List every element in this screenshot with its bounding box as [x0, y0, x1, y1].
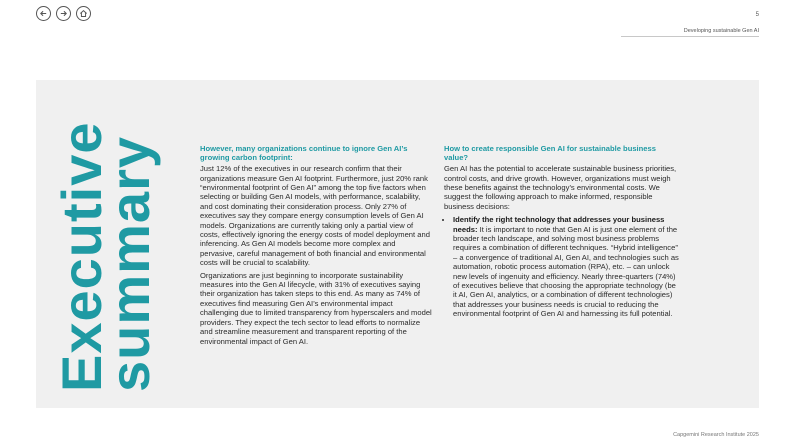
back-icon: [39, 9, 48, 18]
bullet-text: It is important to note that Gen AI is just one element of the broader tech landscape, and solving most business problems requires a combination of different techniques. “Hybrid intelligence” – a convergence of traditional AI, Gen AI, and technologies such as automation, robotic process automation (RPA), etc. – can unlock new levels of ingenuity and efficiency. Nearly three-quarters (74%) of executives believe that choosing the appropriate technology (be it AI, Gen AI, analytics, or a combination of different technologies) that addresses your business needs is crucial to reducing the environmental footprint of Gen AI and harnessing its full potential.: [453, 224, 679, 319]
left-paragraph-1: Just 12% of the executives in our research confirm that their organizations measure Gen AI footprint. Furthermore, just 20% rank “environmental footprint of Gen AI” among the top five factors when selecting or building Gen AI models, with performance, scalability, and cost dominating their consideration process. Only 27% of executives say they compare energy consumption levels of Gen AI models. Organizations are currently taking only a partial view of costs, effectively ignoring the energy costs of model deployment and inferencing. As Gen AI models become more complex and pervasive, careful management of both financial and environmental costs will be crucial to scalability.: [200, 164, 430, 268]
left-heading: However, many organizations continue to ignore Gen AI’s growing carbon footprint:: [200, 144, 408, 162]
list-item: [453, 215, 680, 318]
footer-text: Capgemini Research Institute 2025: [673, 432, 759, 438]
page-title-line1: Executive: [50, 121, 113, 392]
left-paragraph-2: Organizations are just beginning to incorporate sustainability measures into the Gen AI lifecycle, with 31% of executives saying their organization has taken steps to this end. As many as 74% of executives find measuring Gen AI’s environmental impact challenging due to limited transparency from hyperscalers and model providers. They expect the tech sector to lead efforts to normalize and streamline measurement and transparent reporting of the environmental impact of Gen AI.: [200, 270, 432, 346]
right-intro: Gen AI has the potential to accelerate sustainable business priorities, control costs, and drive growth. However, organizations must weigh these benefits against the technology’s environmental costs. We suggest the following approach to make informed, responsible business decisions:: [444, 164, 677, 211]
page-number: 5: [755, 12, 759, 18]
bullet-lead: Identify the right technology that addresses your business needs:: [453, 215, 665, 234]
navigation-bar: [36, 6, 91, 21]
home-icon: [79, 9, 88, 18]
forward-button[interactable]: [56, 6, 71, 21]
page-title: [50, 121, 162, 393]
forward-icon: [59, 9, 68, 18]
recommendation-list: [444, 215, 680, 318]
right-heading: How to create responsible Gen AI for sustainable business value?: [444, 144, 656, 162]
home-button[interactable]: [76, 6, 91, 21]
left-column: [200, 145, 432, 349]
section-label: Developing sustainable Gen AI: [683, 28, 759, 34]
header-divider: [621, 36, 759, 37]
page-title-line2: summary: [98, 135, 162, 392]
back-button[interactable]: [36, 6, 51, 21]
right-column: [444, 145, 680, 319]
